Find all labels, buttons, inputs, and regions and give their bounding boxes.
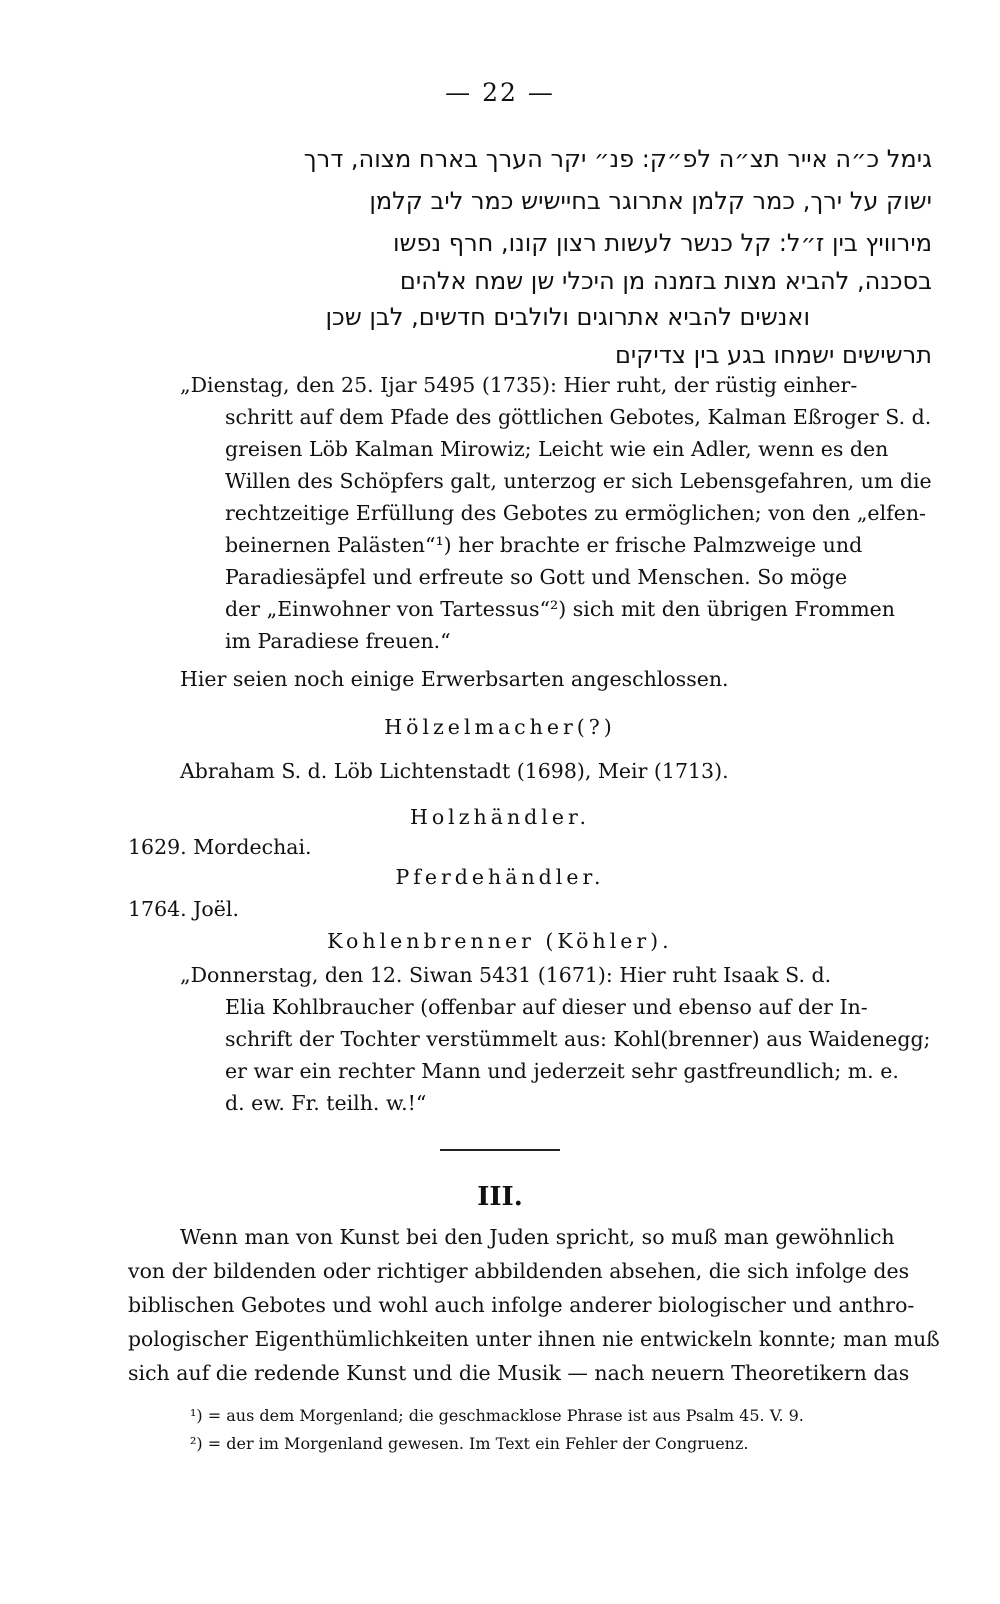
- hebrew-line: ואנשים להביא אתרוגים ולולבים חדשים, לבן שכן: [325, 303, 810, 331]
- heading-holzhaendler: Holzhändler.: [409, 805, 591, 829]
- hoelzelmacher-entry: Abraham S. d. Löb Lichtenstadt (1698), Meir (1713).: [180, 759, 729, 783]
- kohlen-line: „Donnerstag, den 12. Siwan 5431 (1671): Hier ruht Isaak S. d.: [180, 963, 832, 987]
- translation-line: beinernen Palästen“¹) her brachte er frische Palmzweige und: [225, 533, 863, 557]
- translation-line: Paradiesäpfel und erfreute so Gott und Menschen. So möge: [225, 565, 848, 589]
- footnote-1: ¹) = aus dem Morgenland; die geschmacklose Phrase ist aus Psalm 45. V. 9.: [190, 1406, 804, 1425]
- pferdehaendler-entry: 1764. Joël.: [128, 897, 239, 921]
- translation-line: rechtzeitige Erfüllung des Gebotes zu ermöglichen; von den „elfen-: [225, 501, 926, 525]
- translation-line: schritt auf dem Pfade des göttlichen Gebotes, Kalman Eßroger S. d.: [225, 405, 932, 429]
- hebrew-line: מירוויץ בין ז״ל: קל כנשר לעשות רצון קונו, חרף נפשו: [393, 229, 932, 257]
- translation-line: im Paradiese freuen.“: [225, 629, 451, 653]
- body-line: biblischen Gebotes und wohl auch infolge anderer biologischer und anthro-: [128, 1293, 915, 1317]
- translation-line: Willen des Schöpfers galt, unterzog er sich Lebensgefahren, um die: [225, 469, 932, 493]
- heading-pferdehaendler: Pferdehändler.: [395, 865, 605, 889]
- translation-line: der „Einwohner von Tartessus“²) sich mit den übrigen Frommen: [225, 597, 895, 621]
- kohlen-line: d. ew. Fr. teilh. w.!“: [225, 1091, 427, 1115]
- intro-line: Hier seien noch einige Erwerbsarten angeschlossen.: [180, 667, 729, 691]
- page-number: — 22 —: [445, 78, 555, 107]
- translation-line: greisen Löb Kalman Mirowiz; Leicht wie ein Adler, wenn es den: [225, 437, 889, 461]
- kohlen-line: Elia Kohlbraucher (offenbar auf dieser und ebenso auf der In-: [225, 995, 868, 1019]
- heading-hoelzelmacher: Hölzelmacher(?): [384, 715, 616, 739]
- heading-kohlenbrenner: Kohlenbrenner (Köhler).: [327, 929, 673, 953]
- kohlen-line: er war ein rechter Mann und jederzeit sehr gastfreundlich; m. e.: [225, 1059, 899, 1083]
- kohlen-line: schrift der Tochter verstümmelt aus: Kohl(brenner) aus Waidenegg;: [225, 1027, 931, 1051]
- body-line: von der bildenden oder richtiger abbildenden absehen, die sich infolge des: [128, 1259, 910, 1283]
- translation-line: „Dienstag, den 25. Ijar 5495 (1735): Hier ruht, der rüstig einher-: [180, 373, 858, 397]
- hebrew-line: בסכנה, להביא מצות בזמנה מן היכלי שן שמח אלהים: [399, 267, 932, 295]
- section-divider: [440, 1149, 560, 1151]
- body-line: Wenn man von Kunst bei den Juden spricht, so muß man gewöhnlich: [180, 1225, 895, 1249]
- footnote-2: ²) = der im Morgenland gewesen. Im Text ein Fehler der Congruenz.: [190, 1434, 749, 1453]
- hebrew-line: גימל כ״ה אייר תצ״ה לפ״ק: פנ״ יקר הערך בארח מצוה, דרך: [303, 145, 932, 173]
- hebrew-line: תרשישים ישמחו בגע בין צדיקים: [615, 341, 932, 369]
- body-line: sich auf die redende Kunst und die Musik — nach neuern Theoretikern das: [128, 1361, 910, 1385]
- body-line: pologischer Eigenthümlichkeiten unter ihnen nie entwickeln konnte; man muß: [128, 1327, 940, 1351]
- section-number: III.: [477, 1182, 523, 1212]
- hebrew-line: ישוק על ירך, כמר קלמן אתרוגר בחיישיש כמר ליב קלמן: [369, 187, 932, 215]
- holzhaendler-entry: 1629. Mordechai.: [128, 835, 312, 859]
